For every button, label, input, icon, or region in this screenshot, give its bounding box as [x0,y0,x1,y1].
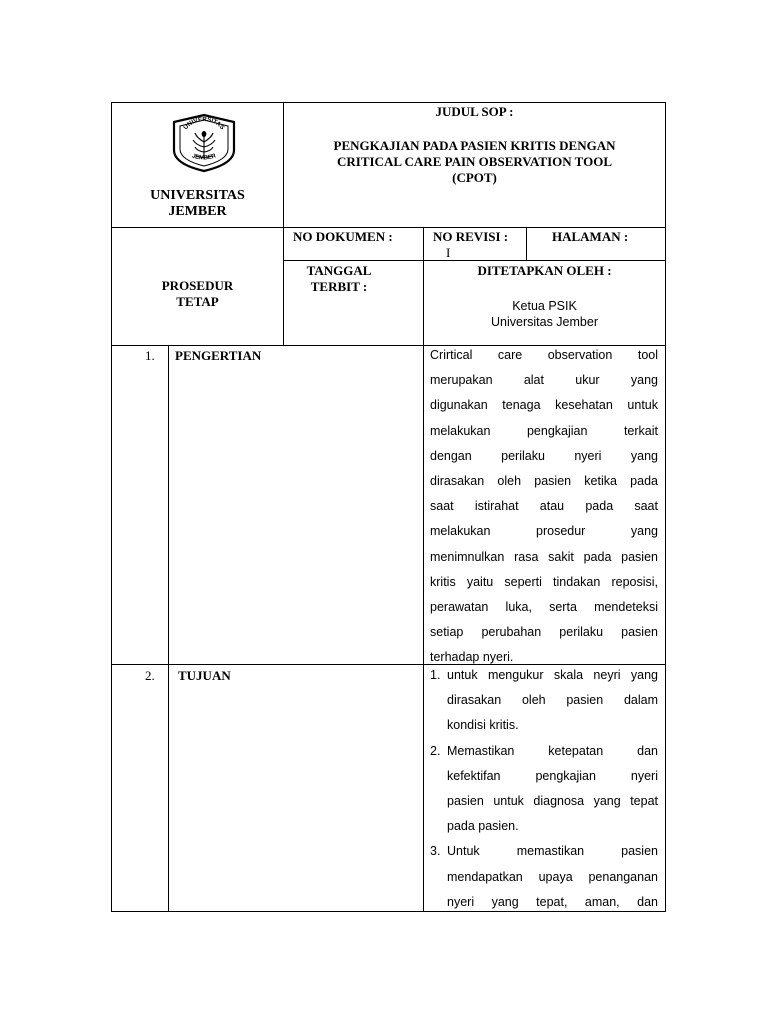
pengertian-line: perawatan luka, serta mendeteksi [430,600,658,615]
pengertian-line: kritis yaitu seperti tindakan reposisi, [430,574,658,589]
pengertian-line: setiap perubahan perilaku pasien [430,625,658,640]
judul-label: JUDUL SOP : [435,104,514,119]
no-revisi-label: NO REVISI : [433,229,509,244]
list-item-line: pasien untuk diagnosa yang tepat [447,794,658,809]
ketua-univ-line: Universitas Jember [491,315,598,329]
list-item-line: Memastikan ketepatan dan [447,743,658,758]
no-revisi-value: I [446,245,451,260]
tanggal-line1: TANGGAL [306,263,372,278]
pengertian-line: menimnulkan rasa sakit pada pasien [430,549,658,564]
halaman-label: HALAMAN : [552,229,629,244]
pengertian-line: merupakan alat ukur yang [430,373,658,388]
university-name [112,188,283,220]
logo-text-bottom: JEMBER [191,153,217,162]
body-num-divider [168,345,169,912]
tanggal-line2: TERBIT : [310,279,368,294]
list-item-line: kondisi kritis. [447,718,519,733]
table-border-left [111,102,112,912]
list-item-line: pada pasien. [447,819,519,834]
pengertian-text [430,343,658,671]
no-dokumen-label: NO DOKUMEN : [293,229,393,244]
sop-title [284,138,665,186]
pengertian-line: terhadap nyeri. [430,650,514,665]
list-item [430,663,658,739]
pengertian-line: digunakan tenaga kesehatan untuk [430,398,658,413]
pengertian-line: dengan perilaku nyeri yang [430,448,658,463]
list-item-line: nyeri yang tepat, aman, dan [447,894,658,909]
list-item [430,739,658,840]
sop-title-line1: PENGKAJIAN PADA PASIEN KRITIS DENGAN [333,138,616,153]
header-col-divider-3 [526,227,527,261]
list-item-line: mendapatkan upaya penanganan [447,869,658,884]
logo-text-top: UNIVERSITAS [182,115,226,132]
table-border-right [665,102,666,912]
university-name-line1: UNIVERSITAS [150,188,245,203]
ditetapkan-label: DITETAPKAN OLEH : [477,263,612,278]
list-item-number: 2. [430,743,441,758]
tanggal-terbit [284,263,394,295]
sop-title-line2: CRITICAL CARE PAIN OBSERVATION TOOL [336,154,613,169]
list-item-line: Untuk memastikan pasien [447,844,658,859]
university-logo-icon [168,112,240,174]
list-item [430,839,658,915]
prosedur-line2: TETAP [176,294,219,309]
ketua-line: Ketua PSIK [512,299,577,313]
prosedur-tetap [112,278,283,310]
header-divider-1 [111,227,666,228]
section-number: 2. [145,668,155,683]
section-title-pengertian: PENGERTIAN [175,348,262,363]
list-item-number: 3. [430,844,441,859]
pengertian-line: saat istirahat atau pada saat [430,499,658,514]
tujuan-list [430,663,658,915]
pengertian-line: Crirtical care observation tool [430,348,658,362]
body-content-divider [423,345,424,912]
pengertian-line: dirasakan oleh pasien ketika pada [430,474,658,489]
university-name-line2: JEMBER [168,204,227,219]
section-title-tujuan: TUJUAN [178,668,231,683]
section-number: 1. [145,348,155,363]
sop-title-line3: (CPOT) [452,170,497,185]
list-item-line: dirasakan oleh pasien dalam [447,693,658,708]
prosedur-line1: PROSEDUR [161,278,234,293]
table-border-top [111,102,666,103]
pengertian-line: melakukan pengkajian terkait [430,423,658,438]
pengertian-line: melakukan prosedur yang [430,524,658,539]
list-item-line: kefektifan pengkajian nyeri [447,768,658,783]
header-divider-2 [283,260,666,261]
list-item-number: 1. [430,668,441,682]
list-item-line: untuk mengukur skala neyri yang [447,668,658,682]
ketua-psik [424,298,665,330]
